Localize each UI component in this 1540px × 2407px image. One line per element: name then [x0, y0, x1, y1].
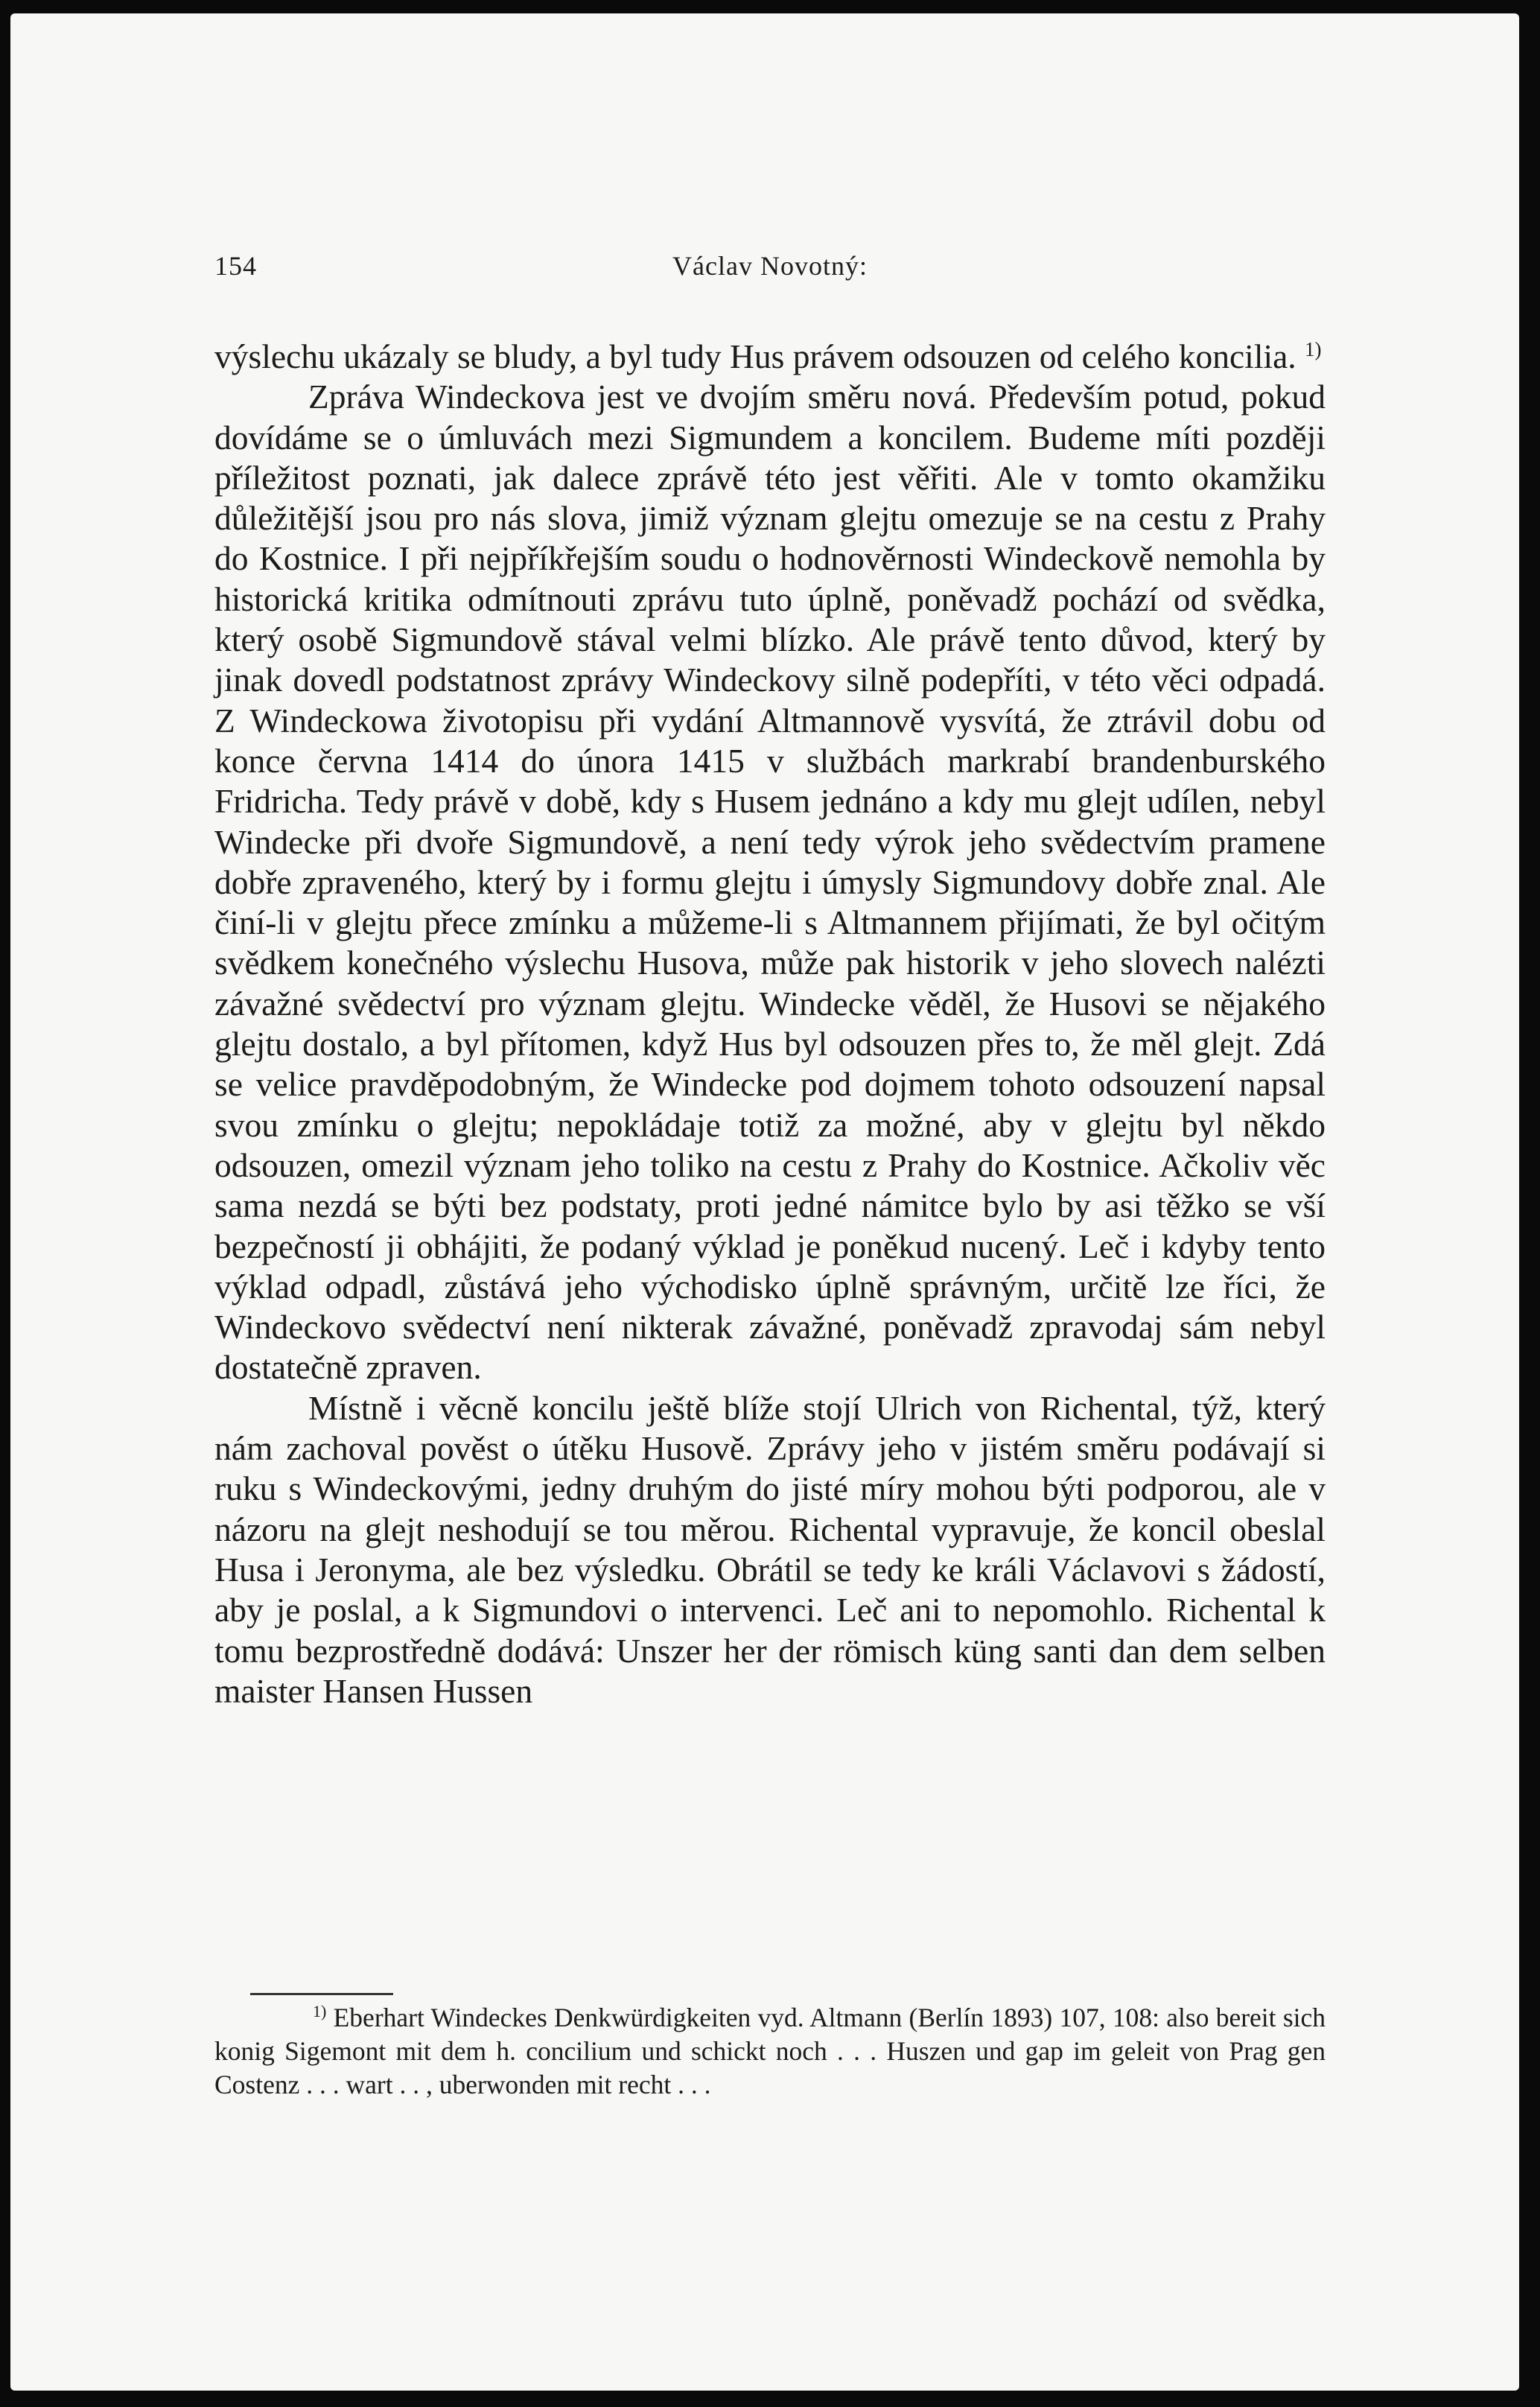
footnote [214, 2001, 1326, 2102]
footnote-text: Eberhart Windeckes Denkwürdigkeiten vyd. Altmann (Berlín 1893) 107, 108: also bereit sich konig Sigemont mit dem h. concilium und schickt noch . . . Huszen und gap im geleit von Prag gen Costenz . . . wart . . , uberwonden mit recht . . . [214, 2003, 1326, 2099]
paragraph-text: výslechu ukázaly se bludy, a byl tudy Hus právem odsouzen od celého koncilia. [214, 337, 1296, 375]
running-title: Václav Novotný: [672, 251, 868, 281]
page-header [214, 250, 1326, 292]
page-number: 154 [214, 251, 257, 281]
footnote-divider [250, 1993, 393, 1995]
footnote-reference: 1) [1305, 338, 1322, 360]
footnote-marker: 1) [313, 2002, 327, 2020]
footnotes [214, 2001, 1326, 2102]
paragraph [214, 337, 1326, 377]
main-text [214, 337, 1326, 1711]
paragraph: Místně i věcně koncilu ještě blíže stojí Ulrich von Richental, týž, který nám zachoval pověst o útěku Husově. Zprávy jeho v jistém směru podávají si ruku s Windeckovými, jedny druhým do jisté míry mohou býti podporou, ale v názoru na glejt neshodují se tou měrou. Richental vypravuje, že koncil obeslal Husa i Jeronyma, ale bez výsledku. Obrátil se tedy ke králi Václavovi s žádostí, aby je poslal, a k Sigmundovi o intervenci. Leč ani to nepomohlo. Richental k tomu bezprostředně dodává: Unszer her der römisch küng santi dan dem selben maister Hansen Hussen [214, 1388, 1326, 1710]
paragraph: Zpráva Windeckova jest ve dvojím směru nová. Především potud, pokud dovídáme se o úmluvách mezi Sigmundem a koncilem. Budeme míti později příležitost poznati, jak dalece zprávě této jest věřiti. Ale v tomto okamžiku důležitější jsou pro nás slova, jimiž význam glejtu omezuje se na cestu z Prahy do Kostnice. I při nejpříkřejším soudu o hodnověrnosti Windeckově nemohla by historická kritika odmítnouti zprávu tuto úplně, poněvadž pochází od svědka, který osobě Sigmundově stával velmi blízko. Ale právě tento důvod, který by jinak dovedl podstatnost zprávy Windeckovy silně podepříti, v této věci odpadá. Z Windeckowa životopisu při vydání Altmannově vysvítá, že ztrávil dobu od konce června 1414 do února 1415 v službách markrabí brandenburského Fridricha. Tedy právě v době, kdy s Husem jednáno a kdy mu glejt udílen, nebyl Windecke při dvoře Sigmundově, a není tedy výrok jeho svědectvím pramene dobře zpraveného, který by i formu glejtu i úmysly Sigmundovy dobře znal. Ale činí-li v glejtu přece zmínku a můžeme-li s Altmannem přijímati, že byl očitým svědkem konečného výslechu Husova, může pak historik v jeho slovech nalézti závažné svědectví pro význam glejtu. Windecke věděl, že Husovi se nějakého glejtu dostalo, a byl přítomen, když Hus byl odsouzen přes to, že měl glejt. Zdá se velice pravděpodobným, že Windecke pod dojmem tohoto odsouzení napsal svou zmínku o glejtu; nepokládaje totiž za možné, aby v glejtu byl někdo odsouzen, omezil význam jeho toliko na cestu z Prahy do Kostnice. Ačkoliv věc sama nezdá se býti bez podstaty, proti jedné námitce bylo by asi těžko se vší bezpečností ji obhájiti, že podaný výklad je poněkud nucený. Leč i kdyby tento výklad odpadl, zůstává jeho východisko úplně správným, určitě lze říci, že Windeckovo svědectví není nikterak závažné, poněvadž zpravodaj sám nebyl dostatečně zpraven. [214, 378, 1326, 1387]
